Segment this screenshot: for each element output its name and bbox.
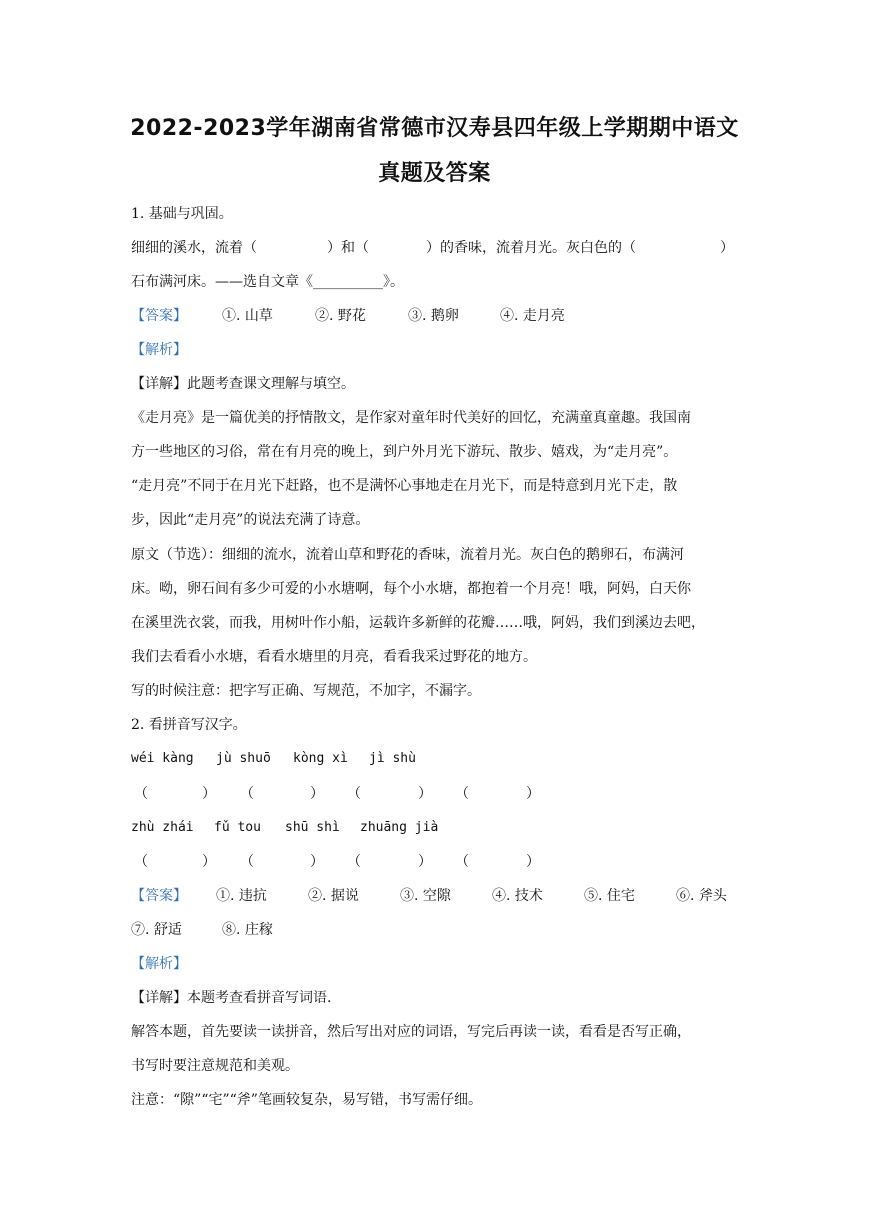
q1-para1-line2: 方一些地区的习俗，常在有月亮的晚上，到户外月光下游玩、散步、嬉戏，为“走月亮”。	[131, 444, 678, 460]
q2-blank-3-open: （	[347, 786, 361, 802]
q2-blank-5-open: （	[134, 854, 148, 870]
q2-answer-8: ⑧. 庄稼	[222, 922, 273, 938]
q1-answer-2: ②. 野花	[315, 308, 366, 324]
q2-answer-4: ④. 技术	[492, 888, 543, 904]
q1-para2-line2: 床。呦，卵石间有多少可爱的小水塘啊，每个小水塘，都抱着一个月亮！哦，阿妈，白天你	[131, 581, 691, 597]
q1-note: 写的时候注意：把字写正确、写规范，不加字，不漏字。	[131, 683, 481, 699]
q2-detail: 【详解】本题考查看拼音写词语.	[131, 990, 332, 1006]
q2-blank-7-open: （	[347, 854, 361, 870]
q1-text1-b: ）和（	[327, 240, 369, 256]
q2-pinyin-4: jì shù	[369, 751, 416, 766]
q2-note: 注意：“隙”“宅”“斧”笔画较复杂，易写错，书写需仔细。	[131, 1092, 482, 1108]
q1-answer-3: ③. 鹅卵	[408, 308, 459, 324]
q1-text1-a: 细细的溪水，流着（	[131, 240, 257, 256]
q2-blank-4-close: ）	[526, 786, 540, 802]
q2-heading: 2. 看拼音写汉字。	[131, 717, 247, 733]
q1-answer-label: 【答案】	[131, 308, 187, 324]
q2-pinyin-5: zhù zhái	[131, 820, 194, 835]
q1-heading: 1. 基础与巩固。	[131, 206, 233, 222]
q2-pinyin-7: shū shì	[285, 820, 340, 835]
q2-para-line1: 解答本题，首先要读一读拼音，然后写出对应的词语，写完后再读一读，看看是否写正确，	[131, 1024, 691, 1040]
q1-para1-line4: 步，因此“走月亮”的说法充满了诗意。	[131, 512, 370, 528]
q1-answer-4: ④. 走月亮	[500, 308, 565, 324]
q2-blank-2-open: （	[240, 786, 254, 802]
q2-answer-6: ⑥. 斧头	[676, 888, 727, 904]
q2-blank-1-close: ）	[202, 786, 216, 802]
q1-text1-d: ）	[720, 240, 734, 256]
q1-detail: 【详解】此题考查课文理解与填空。	[131, 376, 355, 392]
q2-answer-5: ⑤. 住宅	[584, 888, 635, 904]
page-title-line2: 真题及答案	[378, 161, 491, 186]
q1-text2: 石布满河床。——选自文章《__________》。	[131, 274, 404, 290]
q2-pinyin-3: kòng xì	[293, 751, 348, 766]
q2-blank-2-close: ）	[310, 786, 324, 802]
q2-pinyin-1: wéi kàng	[131, 751, 194, 766]
q1-text1-c: ）的香味，流着月光。灰白色的（	[426, 240, 636, 256]
q2-analysis-label: 【解析】	[131, 956, 187, 972]
q1-para2-line1: 原文（节选）：细细的流水，流着山草和野花的香味，流着月光。灰白色的鹅卵石，布满河	[131, 547, 684, 563]
q2-blank-3-close: ）	[418, 786, 432, 802]
q2-blank-8-open: （	[455, 854, 469, 870]
q2-para-line2: 书写时要注意规范和美观。	[131, 1058, 299, 1074]
q1-para2-line3: 在溪里洗衣裳，而我，用树叶作小船，运载许多新鲜的花瓣……哦，阿妈，我们到溪边去吧，	[131, 615, 705, 631]
q1-analysis-label: 【解析】	[131, 342, 187, 358]
q2-blank-8-close: ）	[526, 854, 540, 870]
q1-para1-line3: “走月亮”不同于在月光下赶路，也不是满怀心事地走在月光下，而是特意到月光下走，散	[131, 478, 678, 494]
q2-pinyin-2: jù shuō	[216, 751, 271, 766]
q2-answer-2: ②. 据说	[308, 888, 359, 904]
q2-blank-7-close: ）	[418, 854, 432, 870]
q2-pinyin-8: zhuāng jià	[360, 820, 439, 835]
q2-blank-4-open: （	[455, 786, 469, 802]
q1-answer-1: ①. 山草	[222, 308, 273, 324]
q2-blank-5-close: ）	[202, 854, 216, 870]
q2-blank-1-open: （	[134, 786, 148, 802]
q1-para2-line4: 我们去看看小水塘，看看水塘里的月亮，看看我采过野花的地方。	[131, 649, 537, 665]
q2-blank-6-close: ）	[310, 854, 324, 870]
q2-answer-1: ①. 违抗	[216, 888, 267, 904]
q2-pinyin-6: fǔ tou	[214, 820, 261, 835]
q2-blank-6-open: （	[240, 854, 254, 870]
q2-answer-label: 【答案】	[131, 888, 187, 904]
q1-para1-line1: 《走月亮》是一篇优美的抒情散文，是作家对童年时代美好的回忆，充满童真童趣。我国南	[131, 410, 691, 426]
q2-answer-3: ③. 空隙	[400, 888, 451, 904]
q2-answer-7: ⑦. 舒适	[131, 922, 182, 938]
page-title-line1: 2022-2023学年湖南省常德市汉寿县四年级上学期期中语文	[130, 116, 739, 141]
